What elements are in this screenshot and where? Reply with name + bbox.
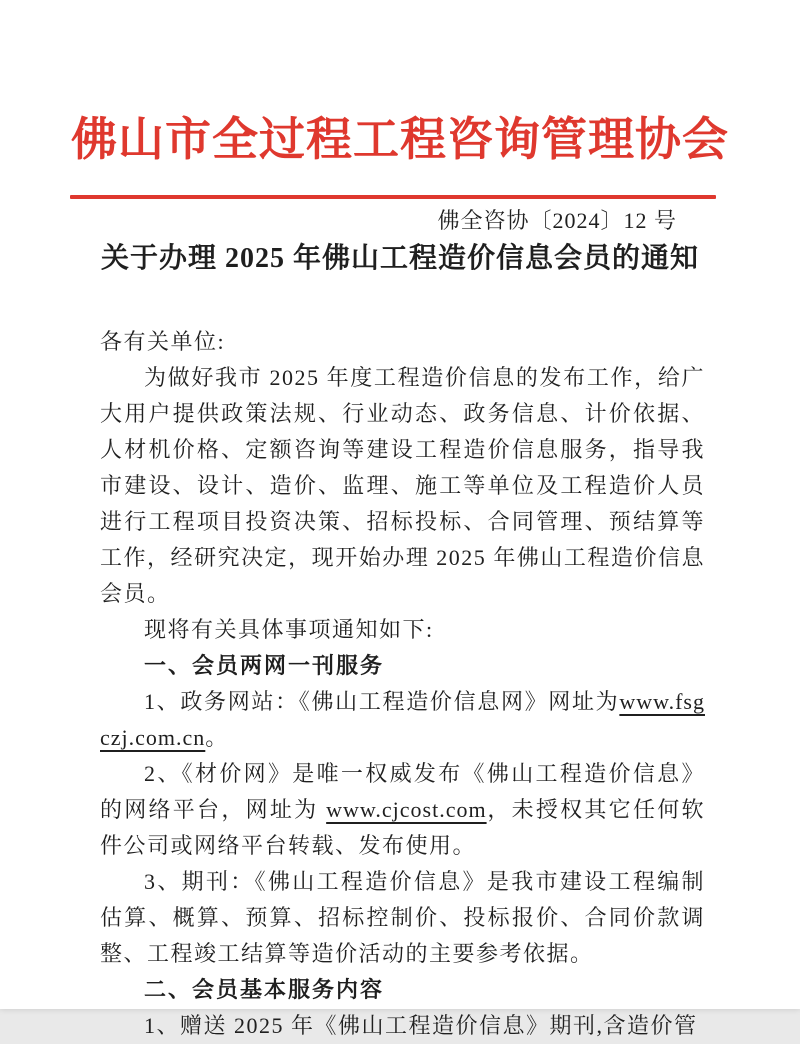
section1-item1 (100, 684, 705, 756)
section1-item2-text: 2、《材价网》是唯一权威发布《佛山工程造价信息》的网络平台，网址为 (100, 761, 705, 823)
paragraph-intro: 为做好我市 2025 年度工程造价信息的发布工作，给广大用户提供政策法规、行业动态、政务信息、计价依据、人材机价格、定额咨询等建设工程造价信息服务，指导我市建设、设计、造价、监理、施工等单位及工程造价人员进行工程项目投资决策、招标投标、合同管理、预结算等工作，经研究决定，现开始办理 2025 年佛山工程造价信息会员。 (100, 365, 705, 607)
document-number: 佛全咨协〔2024〕12 号 (437, 208, 677, 234)
url-fsgczj: www.fsgczj.com.cn (100, 689, 705, 751)
url-cjcost: www.cjcost.com (326, 797, 487, 823)
salutation: 各有关单位: (100, 329, 226, 355)
document-body (100, 324, 705, 1044)
section2-heading: 二、会员基本服务内容 (144, 977, 385, 1003)
section1-item1-tail: 。 (205, 725, 229, 751)
letterhead-org-title: 佛山市全过程工程咨询管理协会 (71, 114, 729, 165)
document-title: 关于办理 2025 年佛山工程造价信息会员的通知 (100, 243, 699, 275)
paragraph-notice-lead: 现将有关具体事项通知如下: (144, 617, 434, 643)
section1-heading: 一、会员两网一刊服务 (144, 653, 385, 679)
section1-item2-tail: ，未授权其它任何软件公司或网络平台转载、发布使用。 (100, 797, 705, 859)
section1-item3: 3、期刊：《佛山工程造价信息》是我市建设工程编制估算、概算、预算、招标控制价、投标报价、合同价款调整、工程竣工结算等造价活动的主要参考依据。 (100, 869, 705, 967)
section1-item1-text: 1、政务网站：《佛山工程造价信息网》网址为 (144, 689, 620, 715)
section1-item2 (100, 756, 705, 864)
section2-item1: 1、赠送 2025 年《佛山工程造价信息》期刊,含造价管 (144, 1013, 698, 1039)
letterhead-divider (70, 195, 716, 199)
